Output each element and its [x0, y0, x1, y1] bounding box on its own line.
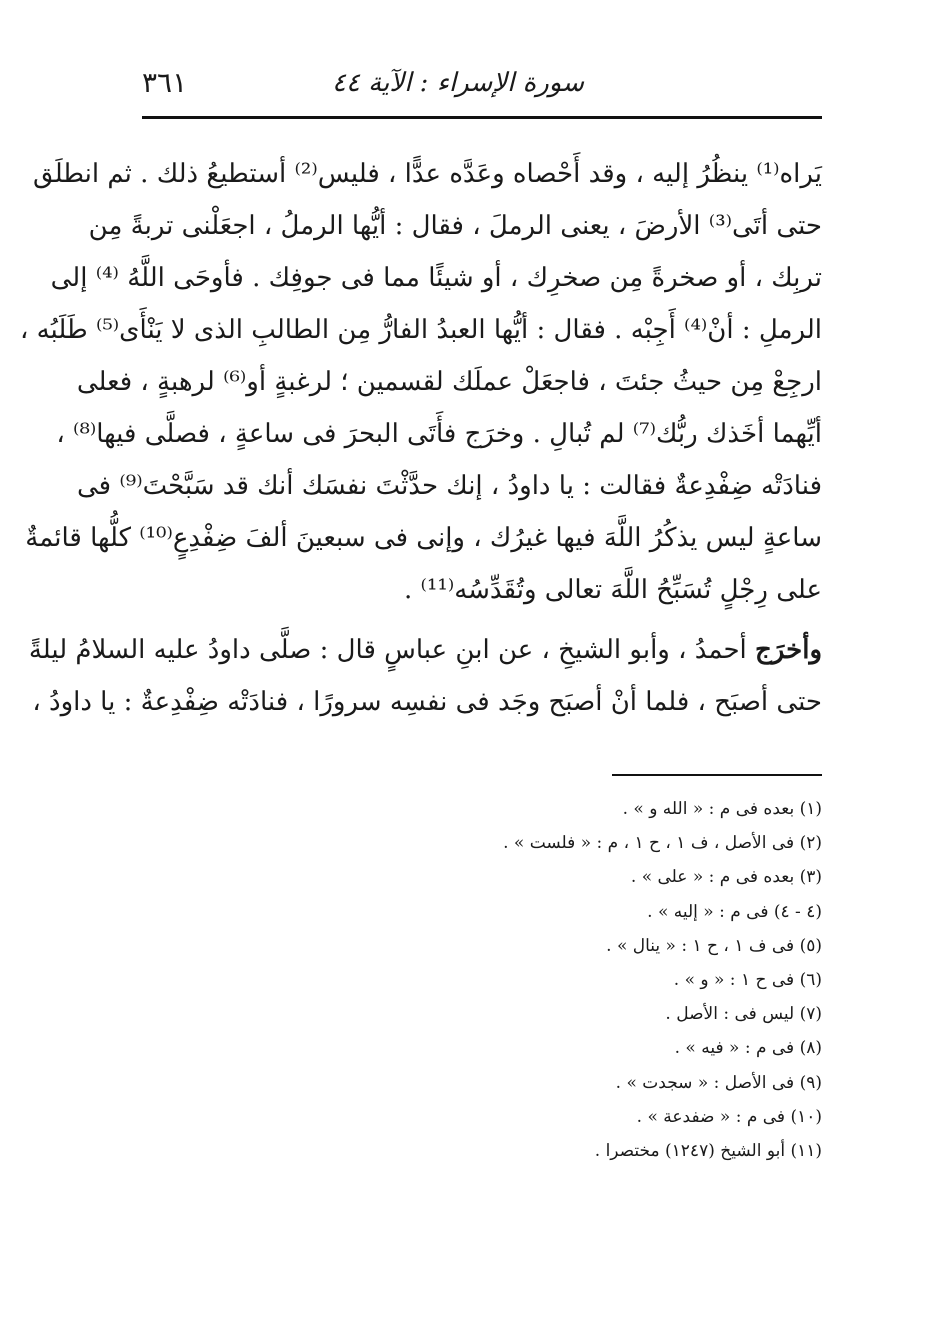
- footnote: (٧) ليس فى : الأصل .: [665, 1004, 822, 1025]
- text-line: الرملِ : أنْ⁽⁴⁾ أَجِبْه . فقال : أيُّها العبدُ الفارُّ مِن الطالبِ الذى لا يَنْأَى⁽⁵⁾ طَلَبُه ،: [19, 315, 822, 345]
- footnote: (١١) أبو الشيخ (١٢٤٧) مختصرا .: [594, 1141, 822, 1162]
- footnote: (٥) فى ف ١ ، ح ١ : « ينال » .: [606, 935, 822, 956]
- text-line: تربِك ، أو صخرةً مِن صخرِك ، أو شيئًا مما فى جوفِك . فأوحَى اللَّهُ ⁽⁴⁾ إلى: [50, 263, 822, 293]
- text-line: حتى أتَى⁽³⁾ الأرضَ ، يعنى الرملَ ، فقال : أيُّها الرملُ ، اجعَلْنى تربةً مِن: [88, 211, 822, 241]
- text-line: يَراه⁽¹⁾ ينظُرُ إليه ، وقد أَحْصاه وعَدَّه عدًّا ، فليس⁽²⁾ أستطيعُ ذلك . ثم انطلَق: [33, 159, 822, 189]
- footnote: (٦) فى ح ١ : « و » .: [673, 970, 822, 991]
- text-line: [28, 624, 822, 676]
- footnote: (٢) فى الأصل ، ف ١ ، ح ١ ، م : « فلست » .: [503, 833, 822, 854]
- text-line: على رِجْلٍ تُسَبِّحُ اللَّهَ تعالى وتُقَدِّسُه⁽¹¹⁾ .: [404, 575, 822, 605]
- footnote: (٨) فى م : « فيه » .: [674, 1038, 822, 1059]
- footnote: (٩) فى الأصل : « سجدت » .: [615, 1072, 822, 1093]
- lead-word: وأخرَج: [755, 635, 822, 665]
- footnote: (٤ - ٤) فى م : « إليه » .: [647, 901, 822, 922]
- text-line: ساعةٍ ليس يذكُرُ اللَّهَ فيها غيرُك ، وإنى فى سبعينَ ألفَ ضِفْدِعٍ⁽¹⁰⁾ كلُّها قائمةٌ: [25, 523, 822, 553]
- text-line: حتى أصبَح ، فلما أنْ أصبَح وجَد فى نفسِه سرورًا ، فنادَتْه ضِفْدِعةٌ : يا داودُ ،: [32, 687, 822, 717]
- footnote: (١) بعده فى م : « الله و » .: [622, 799, 822, 819]
- footnotes: [142, 792, 822, 1168]
- paragraph-2: [28, 624, 822, 728]
- text-span: أحمدُ ، وأبو الشيخِ ، عن ابنِ عباسٍ قال : صلَّى داودُ عليه السلامُ ليلةً: [28, 635, 756, 665]
- text-line: ارجِعْ مِن حيثُ جئتَ ، فاجعَلْ عملَك لقسمين ؛ لرغبةٍ أو⁽⁶⁾ لرهبةٍ ، فعلى: [76, 367, 822, 397]
- header-rule: [142, 116, 822, 119]
- text-line: فنادَتْه ضِفْدِعةٌ فقالت : يا داودُ ، إنك حدَّثْتَ نفسَك أنك قد سَبَّحْتَ⁽⁹⁾ فى: [77, 471, 822, 501]
- main-text: [19, 148, 822, 728]
- page-header: [142, 62, 822, 110]
- text-line: أيِّهما أخَذك ربُّك⁽⁷⁾ لم تُبالِ . وخرَج فأَتَى البحرَ فى ساعةٍ ، فصلَّى فيها⁽⁸⁾ ،: [56, 419, 822, 449]
- running-title: سورة الإسراء : الآية ٤٤: [331, 68, 584, 98]
- page-number: ٣٦١: [142, 66, 188, 99]
- paragraph-1: [19, 148, 822, 616]
- footnote: (٣) بعده فى م : « على » .: [630, 867, 822, 888]
- footnote: (١٠) فى م : « ضفدعة » .: [636, 1106, 822, 1127]
- footnote-rule: [612, 774, 822, 776]
